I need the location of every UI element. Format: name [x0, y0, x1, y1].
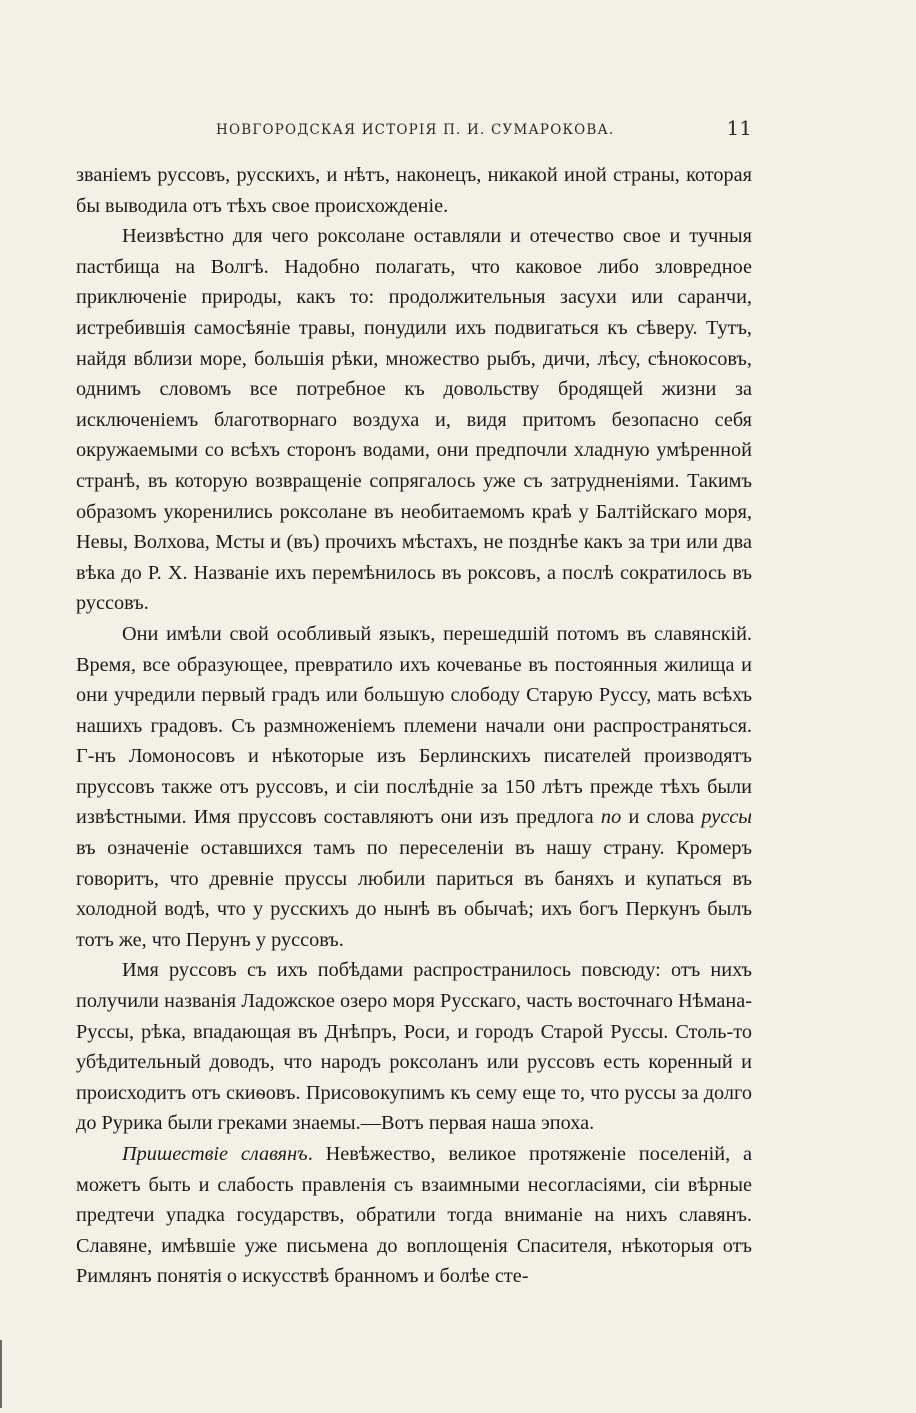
text-run: Неизвѣстно для чего роксолане оставляли и отечество свое и тучныя пастбища на Волгѣ. Надобно полагать, что каковое либо зловредное приключеніе природы, какъ то: продолжительныя засухи или саранчи, истребившія самосѣяніе травы, понудили ихъ подвигаться къ сѣверу. Тутъ, найдя вблизи море, большія рѣки, множество рыбъ, дичи, лѣсу, сѣнокосовъ, однимъ словомъ все потребное къ довольству бродящей жизни за исключеніемъ благотворнаго воздуха и, видя притомъ безопасно себя окружаемыми со всѣхъ сторонъ водами, они предпочли хладную умѣренной странѣ, въ которую возвращеніе сопрягалось уже съ затрудненіями. Такимъ образомъ укоренились роксолане въ необитаемомъ краѣ у Балтійскаго моря, Невы, Волхова, Мсты и (въ) прочихъ мѣстахъ, не позднѣе какъ за три или два вѣка до Р. Х. Названіе ихъ перемѣнилось въ роксовъ, а послѣ сократилось въ руссовъ.	[76, 225, 752, 615]
section-heading-inline: Пришествіе славянъ	[122, 1143, 308, 1165]
paragraph	[76, 955, 752, 1139]
italic-word: по	[600, 806, 622, 829]
text-run: званіемъ руссовъ, русскихъ, и нѣтъ, наконецъ, никакой иной страны, которая бы выводила отъ тѣхъ свое происхожденіе.	[76, 164, 752, 217]
text-run: и слова	[621, 806, 702, 829]
paragraph	[76, 160, 752, 221]
text-run: . Невѣжество, великое протяженіе поселеній, а можетъ быть и слабость правленія съ взаимными несогласіями, сіи вѣрные предтечи упадка государствъ, обратили тогда вниманіе на нихъ славянъ. Славяне, имѣвшіе уже письмена до воплощенія Спасителя, нѣкоторыя отъ Римлянъ понятія о искусствѣ бранномъ и болѣе сте-	[76, 1143, 752, 1288]
text-run: Имя руссовъ съ ихъ побѣдами распространилось повсюду: отъ нихъ получили названія Ладожское озеро моря Русскаго, часть восточнаго Нѣмана-Руссы, рѣка, впадающая въ Днѣпръ, Роси, и городъ Старой Руссы. Столь-то убѣдительный доводъ, что народъ роксоланъ или руссовъ есть коренный и происходитъ отъ скиѳовъ. Присовокупимъ къ сему еще то, что руссы за долго до Рурика были греками знаемы.—Вотъ первая наша эпоха.	[76, 959, 752, 1135]
paragraph	[76, 221, 752, 619]
text-run: Они имѣли свой особливый языкъ, перешедшій потомъ въ славянскій. Время, все образующее, превратило ихъ кочеванье въ постоянныя жилища и они учредили первый градъ или большую слободу Старую Руссу, мать всѣхъ нашихъ градовъ. Съ размноженіемъ племени начали они распространяться. Г-нъ Ломоносовъ и нѣкоторые изъ Берлинскихъ писателей производятъ пруссовъ также отъ руссовъ, и сіи послѣдніе за 150 лѣтъ прежде тѣхъ были извѣстными. Имя пруссовъ составляютъ они изъ предлога	[76, 622, 752, 829]
page-number: 11	[726, 116, 752, 140]
italic-word: руссы	[701, 806, 753, 829]
paragraph	[76, 1139, 752, 1292]
body-text	[76, 160, 752, 1292]
running-title: НОВГОРОДСКАЯ ИСТОРІЯ П. И. СУМАРОКОВА.	[216, 122, 615, 138]
text-run: въ означеніе оставшихся тамъ по переселеніи въ нашу страну. Кромеръ говоритъ, что древніе пруссы любили париться въ баняхъ и купаться въ холодной водѣ, что у русскихъ до нынѣ въ обычаѣ; ихъ богъ Перкунъ былъ тотъ же, что Перунъ у руссовъ.	[76, 837, 752, 951]
running-header	[76, 116, 752, 144]
page-edge-mark	[0, 1340, 2, 1408]
paragraph	[76, 619, 752, 956]
